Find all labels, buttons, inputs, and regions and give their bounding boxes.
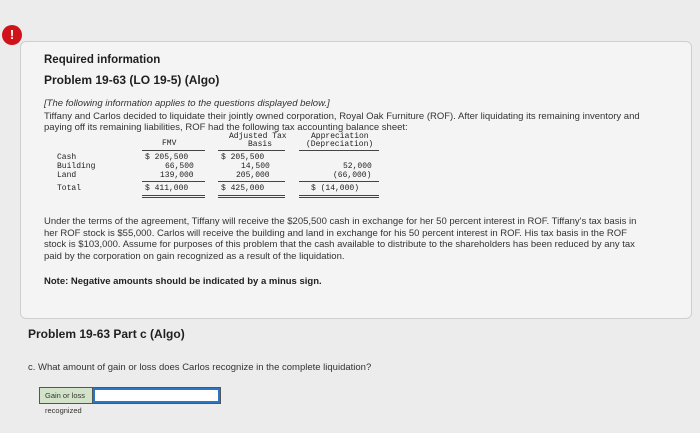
row-fmv: 66,500 — [165, 162, 194, 171]
row-label: Total — [57, 184, 82, 193]
intro-paragraph: Tiffany and Carlos decided to liquidate their jointly owned corporation, Royal Oak Furniture (ROF). After liquidating its remaining inventory and paying off its remaining liabilities, ROF had the following tax accounting balance sheet: — [44, 111, 640, 133]
row-fmv: $ 205,500 — [145, 153, 189, 162]
balance-sheet-table — [44, 134, 384, 202]
header-adjusted-tax: Adjusted Tax — [229, 132, 287, 141]
total-rule-appreciation — [299, 181, 379, 182]
header-depreciation: (Depreciation) — [306, 140, 374, 149]
row-appreciation: (66,000) — [333, 171, 372, 180]
row-basis: 205,000 — [236, 171, 270, 180]
double-rule-fmv — [142, 195, 205, 198]
header-rule-appreciation — [299, 150, 379, 151]
row-appreciation: 52,000 — [343, 162, 372, 171]
intro-italic-note: [The following information applies to the questions displayed below.] — [44, 98, 330, 109]
problem-title: Problem 19-63 (LO 19-5) (Algo) — [44, 73, 220, 87]
header-basis: Basis — [248, 140, 273, 149]
row-fmv: $ 411,000 — [145, 184, 189, 193]
row-fmv: 139,000 — [160, 171, 194, 180]
agreement-paragraph: Under the terms of the agreement, Tiffany will receive the $205,500 cash in exchange for her 50 percent interest in ROF. Tiffany's tax basis in her ROF stock is $55,000. Carlos will receive the building and land in exchange for his 50 percent interest in ROF. His tax basis in the ROF stock is $103,000. Assume for purposes of this problem that the cash available to distribute to the shareholders has been reduced by any tax paid by the corporation on gain recognized as a result of the liquidation. — [44, 216, 637, 262]
gain-loss-label: Gain or loss recognized — [40, 388, 93, 403]
total-rule-fmv — [142, 181, 205, 182]
double-rule-appreciation — [299, 195, 379, 198]
row-label: Building — [57, 162, 96, 171]
required-information-card — [20, 41, 692, 319]
negative-amounts-note: Note: Negative amounts should be indicated by a minus sign. — [44, 276, 322, 287]
alert-icon: ! — [2, 25, 22, 45]
header-rule-fmv — [142, 150, 205, 151]
row-basis: $ 205,500 — [221, 153, 265, 162]
row-label: Cash — [57, 153, 77, 162]
part-c-title: Problem 19-63 Part c (Algo) — [28, 327, 185, 341]
header-rule-basis — [218, 150, 285, 151]
total-rule-basis — [218, 181, 285, 182]
gain-loss-input[interactable] — [93, 388, 220, 403]
header-fmv: FMV — [162, 139, 177, 148]
required-information-title: Required information — [44, 54, 161, 66]
double-rule-basis — [218, 195, 285, 198]
part-c-question: c. What amount of gain or loss does Carlos recognize in the complete liquidation? — [28, 362, 372, 373]
answer-row — [39, 387, 221, 415]
row-label: Land — [57, 171, 77, 180]
row-appreciation: $ (14,000) — [311, 184, 360, 193]
row-basis: 14,500 — [241, 162, 270, 171]
header-appreciation: Appreciation — [311, 132, 369, 141]
row-basis: $ 425,000 — [221, 184, 265, 193]
